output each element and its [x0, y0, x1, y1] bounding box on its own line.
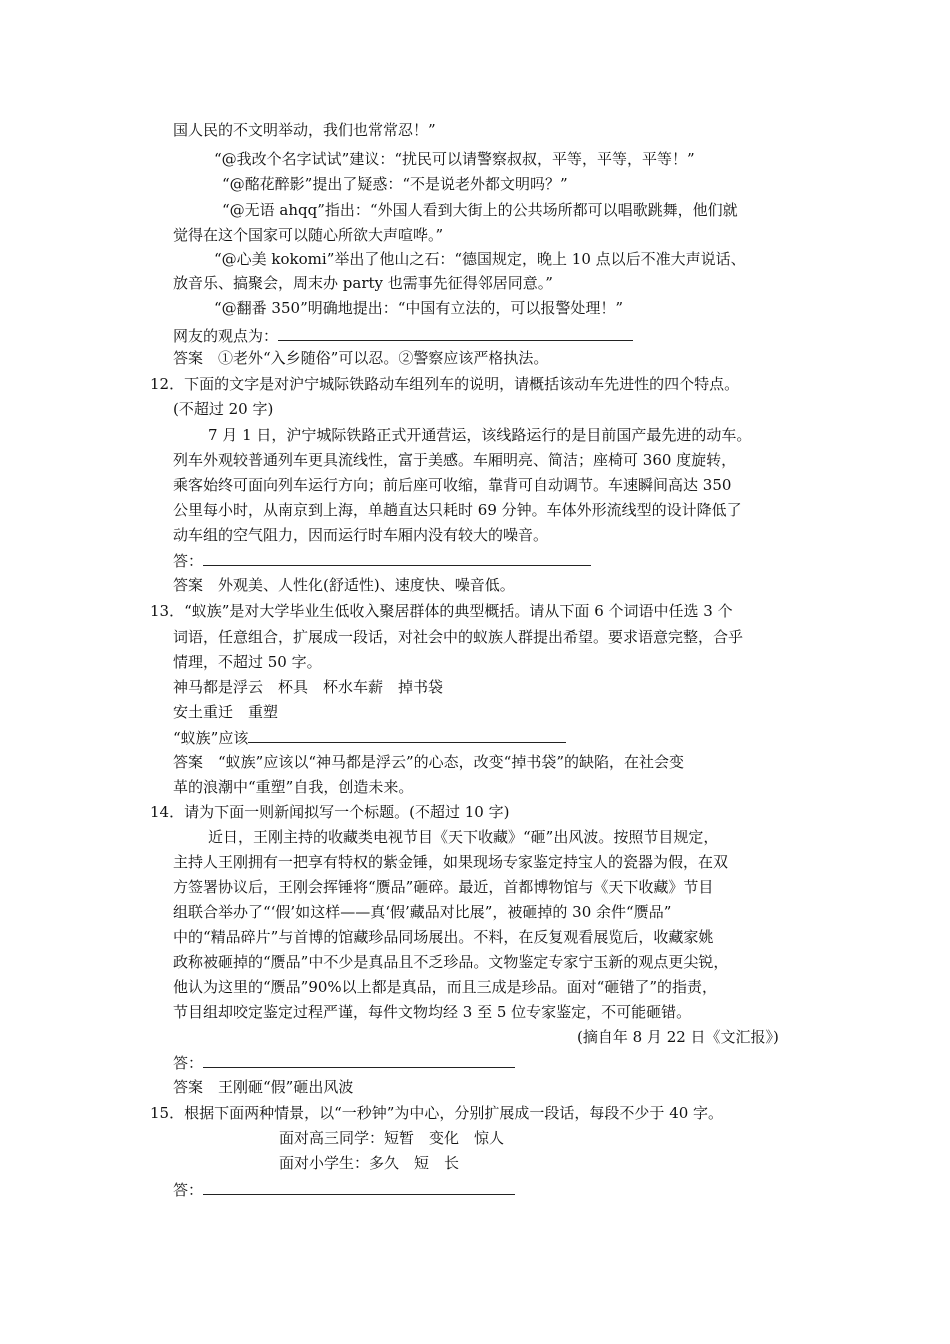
- answer-blank[interactable]: [278, 325, 633, 341]
- answer-prompt-line: [173, 727, 566, 747]
- word-list: 神马都是浮云 杯具 杯水车薪 掉书袋: [173, 678, 444, 696]
- text-line: 公里每小时，从南京到上海，单趟直达只耗时 69 分钟。车体外形流线型的设计降低了: [173, 501, 742, 519]
- scenario-line: 面对高三同学：短暂 变化 惊人: [279, 1129, 505, 1147]
- answer-line: 答案 “蚁族”应该以“神马都是浮云”的心态，改变“掉书袋”的缺陷，在社会变: [173, 753, 685, 771]
- text-line: 主持人王刚拥有一把享有特权的紫金锤，如果现场专家鉴定持宝人的瓷器为假，在双: [173, 853, 729, 871]
- answer-prompt: 网友的观点为：: [173, 327, 279, 345]
- text-line: 列车外观较普通列车更具流线性，富于美感。车厢明亮、简洁；座椅可 360 度旋转，: [173, 451, 737, 469]
- question-13-stem: 13．“蚁族”是对大学毕业生低收入聚居群体的典型概括。请从下面 6 个词语中任选 3 个: [150, 602, 733, 620]
- text-line: “@翻番 350”明确地提出：“中国有立法的，可以报警处理！”: [214, 299, 624, 317]
- text-line: 节目组却咬定鉴定过程严谨，每件文物均经 3 至 5 位专家鉴定，不可能砸错。: [173, 1003, 692, 1021]
- answer-prompt-line: [173, 1052, 515, 1072]
- scenario-line: 面对小学生：多久 短 长: [279, 1154, 460, 1172]
- question-12-stem: 12．下面的文字是对沪宁城际铁路动车组列车的说明，请概括该动车先进性的四个特点。: [150, 375, 740, 393]
- text-line: “@酩花醉影”提出了疑惑：“不是说老外都文明吗？”: [222, 175, 568, 193]
- answer-line: 答案 ①老外“入乡随俗”可以忍。②警察应该严格执法。: [173, 349, 549, 367]
- answer-prompt: 答：: [173, 552, 204, 570]
- answer-blank[interactable]: [203, 550, 591, 566]
- answer-prompt-line: [173, 1179, 515, 1199]
- text-line: “@无语 ahqq”指出：“外国人看到大街上的公共场所都可以唱歌跳舞，他们就: [222, 201, 738, 219]
- answer-prompt: 答：: [173, 1181, 204, 1199]
- answer-prompt-line: [173, 550, 591, 570]
- question-15-stem: 15．根据下面两种情景，以“一秒钟”为中心，分别扩展成一段话，每段不少于 40 字。: [150, 1104, 724, 1122]
- text-line: 政称被砸掉的“赝品”中不少是真品且不乏珍品。文物鉴定专家宁玉新的观点更尖锐，: [173, 953, 729, 971]
- text-line: 方签署协议后，王刚会挥锤将“赝品”砸碎。最近，首都博物馆与《天下收藏》节目: [173, 878, 714, 896]
- text-line: 国人民的不文明举动，我们也常常忍！”: [173, 121, 436, 139]
- text-line: “@我改个名字试试”建议：“扰民可以请警察叔叔，平等，平等，平等！”: [214, 150, 695, 168]
- text-line: 7 月 1 日，沪宁城际铁路正式开通营运，该线路运行的是目前国产最先进的动车。: [208, 426, 752, 444]
- answer-blank[interactable]: [203, 1179, 515, 1195]
- answer-prompt-line: [173, 325, 633, 345]
- answer-blank[interactable]: [248, 727, 566, 743]
- answer-prompt: “蚁族”应该: [173, 729, 249, 747]
- text-line: 组联合举办了“‘假’如这样——真‘假’藏品对比展”，被砸掉的 30 余件“赝品”: [173, 903, 672, 921]
- question-14-stem: 14．请为下面一则新闻拟写一个标题。(不超过 10 字): [150, 803, 510, 821]
- text-line: 情理，不超过 50 字。: [173, 653, 322, 671]
- text-line: 近日，王刚主持的收藏类电视节目《天下收藏》“砸”出风波。按照节目规定，: [208, 828, 719, 846]
- text-line: 觉得在这个国家可以随心所欲大声喧哗。”: [173, 226, 444, 244]
- text-line: 中的“精品碎片”与首博的馆藏珍品同场展出。不料，在反复观看展览后，收藏家姚: [173, 928, 714, 946]
- text-line: (不超过 20 字): [173, 400, 274, 418]
- text-line: 放音乐、搞聚会，周末办 party 也需事先征得邻居同意。”: [173, 274, 553, 292]
- text-line: 词语，任意组合，扩展成一段话，对社会中的蚁族人群提出希望。要求语意完整，合乎: [173, 628, 744, 646]
- source-citation: (摘自年 8 月 22 日《文汇报》): [577, 1028, 779, 1046]
- text-line: 乘客始终可面向列车运行方向；前后座可收缩，靠背可自动调节。车速瞬间高达 350: [173, 476, 732, 494]
- answer-prompt: 答：: [173, 1054, 204, 1072]
- answer-blank[interactable]: [203, 1052, 515, 1068]
- text-line: “@心美 kokomi”举出了他山之石：“德国规定，晚上 10 点以后不准大声说话、: [214, 250, 746, 268]
- text-line: 他认为这里的“赝品”90%以上都是真品，而且三成是珍品。面对“砸错了”的指责，: [173, 978, 718, 996]
- answer-line: 答案 外观美、人性化(舒适性)、速度快、噪音低。: [173, 576, 515, 594]
- answer-line: 革的浪潮中“重塑”自我，创造未来。: [173, 778, 414, 796]
- text-line: 动车组的空气阻力，因而运行时车厢内没有较大的噪音。: [173, 526, 549, 544]
- word-list: 安土重迁 重塑: [173, 703, 279, 721]
- answer-line: 答案 王刚砸“假”砸出风波: [173, 1078, 354, 1096]
